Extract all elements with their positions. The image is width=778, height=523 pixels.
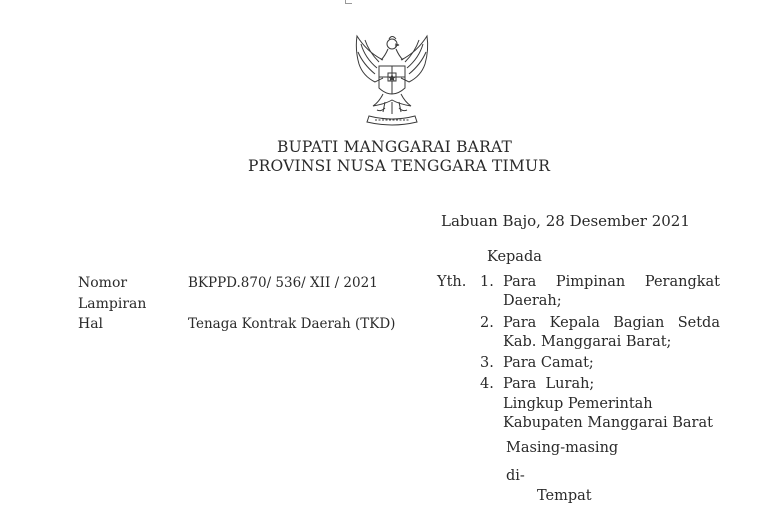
list-item-line — [503, 315, 720, 331]
list-item-text: Para Lurah; — [503, 376, 595, 392]
list-item-text: Para Camat; — [503, 355, 594, 371]
list-item-word: Kepala — [549, 315, 600, 331]
list-item-number: 1. — [480, 274, 494, 290]
garuda-pancasila-emblem-icon — [345, 30, 439, 128]
header-title: BUPATI MANGGARAI BARAT — [277, 138, 513, 156]
di-text: di- — [506, 468, 525, 484]
list-item-continuation: Daerah; — [503, 293, 562, 309]
page-corner-mark — [345, 0, 352, 4]
list-item-number: 4. — [480, 376, 494, 392]
place-date: Labuan Bajo, 28 Desember 2021 — [441, 212, 690, 230]
list-item-word: Perangkat — [644, 274, 720, 290]
masing-masing-text: Masing-masing — [506, 440, 619, 456]
nomor-value: BKPPD.870/ 536/ XII / 2021 — [188, 275, 378, 291]
nomor-label: Nomor — [78, 275, 128, 291]
tempat-text: Tempat — [537, 488, 592, 504]
list-item-word: Para — [503, 274, 537, 290]
list-item-word: Para — [503, 315, 537, 331]
header-subtitle: PROVINSI NUSA TENGGARA TIMUR — [248, 157, 551, 175]
hal-label: Hal — [78, 316, 104, 332]
list-item-word: Bagian — [613, 315, 665, 331]
lampiran-label: Lampiran — [78, 296, 147, 312]
kepada-label: Kepada — [487, 249, 542, 265]
list-item-number: 3. — [480, 355, 494, 371]
hal-value: Tenaga Kontrak Daerah (TKD) — [188, 316, 396, 332]
list-item-word: Setda — [677, 315, 720, 331]
list-item-continuation: Kab. Manggarai Barat; — [503, 334, 672, 350]
yth-label: Yth. — [437, 274, 467, 290]
scope-line-1: Lingkup Pemerintah — [503, 396, 653, 412]
list-item-line — [503, 274, 720, 290]
list-item-word: Pimpinan — [555, 274, 626, 290]
scope-line-2: Kabupaten Manggarai Barat — [503, 415, 713, 431]
list-item-number: 2. — [480, 315, 494, 331]
